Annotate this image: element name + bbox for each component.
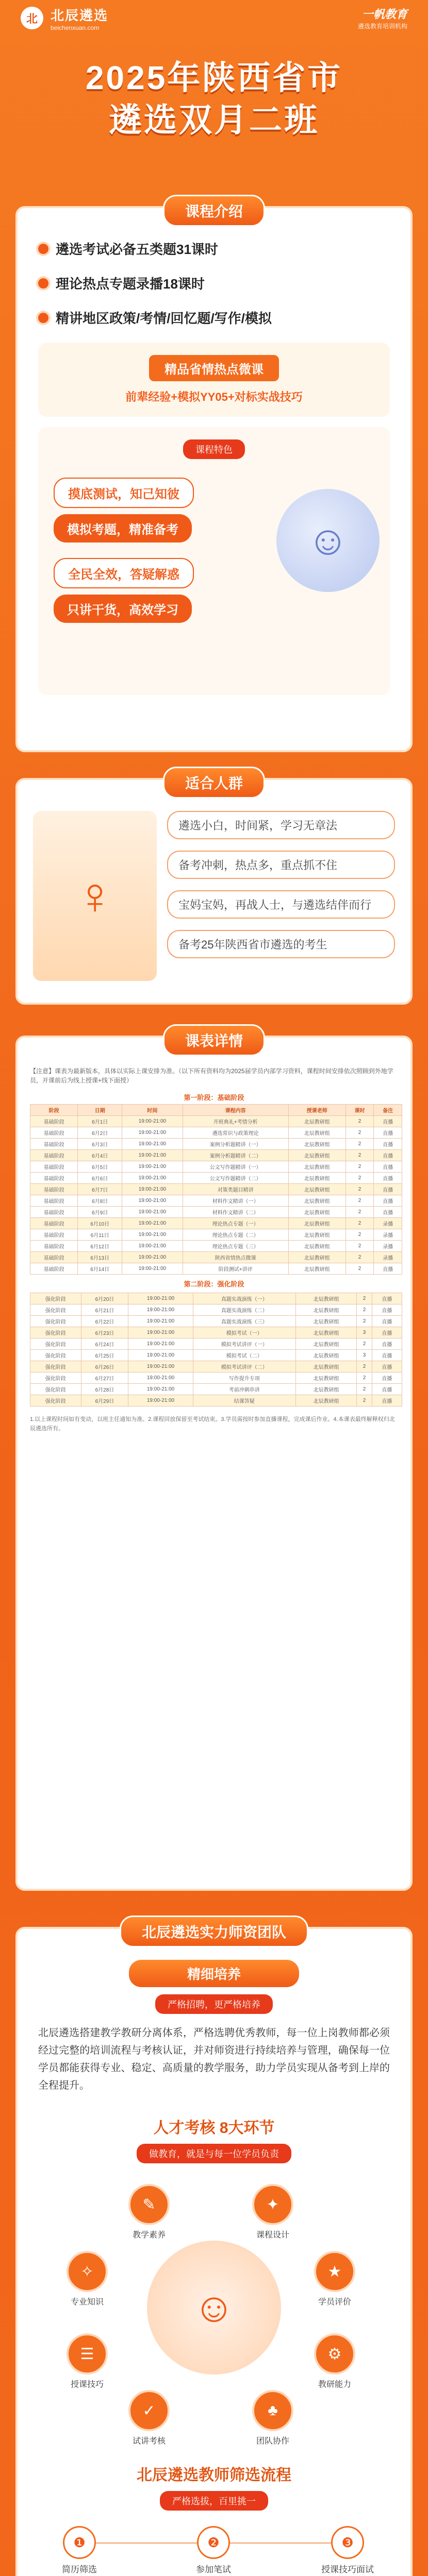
table-cell: 北辰教研组 [295,1316,357,1327]
audience-card [15,775,413,1005]
table-row [30,1139,402,1150]
table-row [30,1327,402,1338]
table-cell: 强化阶段 [30,1361,81,1372]
table-cell: 2 [357,1395,372,1406]
table-cell: 直播 [374,1207,402,1218]
hero-title [0,36,428,141]
table-cell: 2 [345,1241,374,1252]
team-icon: ♣ [252,2390,293,2431]
table-cell: 北辰教研组 [288,1139,345,1150]
table-cell: 3 [357,1327,372,1338]
table-cell: 6月22日 [81,1316,128,1327]
ring-node: ✓ 试讲考核 [121,2390,177,2446]
table-header-row [30,1105,402,1116]
table-cell: 录播 [374,1241,402,1252]
faculty-paragraph: 北辰遴选搭建教学教研分离体系，严格选聘优秀教师，每一位上岗教师都必须经过完整的培训流程与考核认证，并对师资进行持续培养与管理，确保每一位学员都能获得专业、稳定、高质量的教学服务，助力学员实现从备考到上岸的全程提升。 [38,2027,390,2091]
feature-big-label: 精品省情热点微课 [149,355,279,381]
table-cell: 直播 [374,1263,402,1275]
table-cell: 强化阶段 [30,1384,81,1395]
table-cell: 直播 [372,1338,402,1350]
table-cell: 北辰教研组 [288,1263,345,1275]
table-cell: 北辰教研组 [295,1395,357,1406]
ring-node: ♣ 团队协作 [244,2390,301,2446]
table-cell: 2 [345,1263,374,1275]
table-cell: 2 [357,1384,372,1395]
table-cell: 6月14日 [78,1263,122,1275]
table-row [30,1304,402,1316]
table-header-cell: 日期 [78,1105,122,1116]
table-cell: 写作提升专项 [193,1372,295,1384]
schedule-card [15,1033,413,1891]
faculty-subtitle: 精细培养 [129,1960,299,1987]
schedule-note: 【注意】课表为最新版本，具体以实际上课安排为准。（以下所有资料均为2025届学员内部学习资料，课程时间安排依次照顾到外地学员，开课前后为线上授课+线下面授） [30,1067,393,1084]
table-cell: 2 [357,1316,372,1327]
table-cell: 19:00-21:00 [128,1338,193,1350]
table-cell: 真题实战演练（一） [193,1293,295,1304]
audience-item: 备考25年陕西省市遴选的考生 [167,930,395,958]
schedule-table-2 [30,1293,402,1406]
table-cell: 2 [345,1161,374,1173]
assessment-ring [18,2163,410,2452]
table-cell: 强化阶段 [30,1316,81,1327]
bullet-icon [38,278,48,289]
table-row [30,1173,402,1184]
table-cell: 直播 [374,1173,402,1184]
table-cell: 6月26日 [81,1361,128,1372]
table-row [30,1150,402,1161]
knowledge-icon: ✧ [67,2251,108,2292]
table-cell: 基础阶段 [30,1263,78,1275]
table-cell: 北辰教研组 [295,1350,357,1361]
table-row [30,1293,402,1304]
table-header-cell: 课时 [345,1105,374,1116]
table-cell: 基础阶段 [30,1241,78,1252]
table-cell: 直播 [372,1293,402,1304]
table-cell: 直播 [374,1150,402,1161]
table-cell: 6月9日 [78,1207,122,1218]
table-cell: 强化阶段 [30,1327,81,1338]
schedule-body-2 [30,1293,402,1406]
table-cell: 北辰教研组 [288,1195,345,1207]
table-cell: 北辰教研组 [288,1252,345,1263]
intro-card [15,206,413,752]
table-cell: 北辰教研组 [295,1327,357,1338]
table-cell: 6月11日 [78,1229,122,1241]
table-cell: 2 [357,1338,372,1350]
intro-item: 精讲地区政策/考情/回忆题/写作/模拟 [38,308,390,327]
table-row [30,1252,402,1263]
table-cell: 2 [345,1218,374,1229]
table-cell: 北辰教研组 [295,1338,357,1350]
table-cell: 基础阶段 [30,1161,78,1173]
feature-pill: 全民全效，答疑解惑 [54,558,194,588]
table-cell: 基础阶段 [30,1127,78,1139]
intro-item: 遴选考试必备五类题31课时 [38,239,390,258]
table-cell: 6月2日 [78,1127,122,1139]
table-cell: 遴选常识与政策理论 [183,1127,288,1139]
table-row [30,1161,402,1173]
star-icon: ★ [314,2251,355,2292]
table-cell: 6月25日 [81,1350,128,1361]
audience-item: 遴选小白，时间紧，学习无章法 [167,811,395,839]
flow-title: 北辰遴选教师筛选流程 [137,2467,291,2484]
table-header-cell: 课程内容 [183,1105,288,1116]
table-cell: 6月6日 [78,1173,122,1184]
ring-node: ☰ 授课技巧 [59,2333,116,2389]
table-cell: 6月29日 [81,1395,128,1406]
table-cell: 模拟考试（二） [193,1350,295,1361]
table-cell: 基础阶段 [30,1184,78,1195]
table-cell: 北辰教研组 [288,1218,345,1229]
table-header-cell: 备注 [374,1105,402,1116]
table-cell: 6月21日 [81,1304,128,1316]
table-cell: 19:00-21:00 [128,1384,193,1395]
table-cell: 北辰教研组 [288,1184,345,1195]
table-row [30,1316,402,1327]
table-cell: 19:00-21:00 [122,1241,183,1252]
exam-icon: ❷ [197,2526,230,2559]
table-cell: 材料作文精讲（二） [183,1207,288,1218]
table-cell: 19:00-21:00 [128,1304,193,1316]
table-cell: 6月28日 [81,1384,128,1395]
table-cell: 基础阶段 [30,1150,78,1161]
table-cell: 案例分析题精讲（一） [183,1139,288,1150]
table-cell: 直播 [374,1127,402,1139]
table-cell: 录播 [374,1218,402,1229]
table-cell: 直播 [374,1116,402,1127]
table-cell: 19:00-21:00 [122,1161,183,1173]
selection-flow [28,2526,400,2576]
table-row [30,1263,402,1275]
table-cell: 北辰教研组 [288,1229,345,1241]
table-cell: 直播 [372,1395,402,1406]
mascot-icon: ☺ [276,489,380,592]
table-cell: 模拟考试（一） [193,1327,295,1338]
table-cell: 基础阶段 [30,1229,78,1241]
schedule-section-title: 课表详情 [163,1024,265,1056]
table-cell: 基础阶段 [30,1218,78,1229]
table-row [30,1338,402,1350]
teacher-illustration-icon: ♀ [33,811,157,981]
table-row [30,1127,402,1139]
table-cell: 19:00-21:00 [122,1139,183,1150]
ring-title: 人才考核 8大环节 [153,2120,275,2137]
table-cell: 北辰教研组 [295,1372,357,1384]
partner-name: 一帆教育 [361,8,407,21]
table-cell: 结课答疑 [193,1395,295,1406]
table-cell: 公文写作题精讲（二） [183,1173,288,1184]
table-cell: 2 [357,1293,372,1304]
table-cell: 2 [345,1195,374,1207]
table-cell: 北辰教研组 [288,1161,345,1173]
feature-pill: 摸底测试，知己知彼 [54,478,194,508]
table-cell: 3 [357,1350,372,1361]
faculty-tag: 严格招聘，更严格培养 [155,1994,273,2014]
ring-tag: 做教育，就是与每一位学员负责 [137,2144,291,2163]
table-cell: 直播 [372,1316,402,1327]
schedule-footnote: 1.以上课程时间如有变动，以班主任通知为准。2.课程回放保留至考试结束。3.学员需按时参加直播课程，完成课后作业。4.本课表最终解释权归北辰遴选所有。 [30,1416,395,1432]
ring-node: ⚙ 教研能力 [306,2333,363,2389]
table-cell: 19:00-21:00 [128,1327,193,1338]
flow-tag: 严格选拔，百里挑一 [160,2491,268,2511]
table-cell: 真题实战演练（二） [193,1304,295,1316]
table-cell: 19:00-21:00 [128,1316,193,1327]
table-cell: 2 [357,1372,372,1384]
table-cell: 理论热点专题（一） [183,1218,288,1229]
table-cell: 2 [345,1173,374,1184]
table-cell: 6月23日 [81,1327,128,1338]
features-panel [38,427,390,695]
research-icon: ⚙ [314,2333,355,2375]
feature-pill: 只讲干货，高效学习 [54,595,192,623]
ring-node: ✦ 课程设计 [244,2184,301,2240]
table-cell: 直播 [372,1384,402,1395]
table-cell: 2 [345,1116,374,1127]
table-cell: 直播 [374,1161,402,1173]
table-row [30,1207,402,1218]
feature-small-label: 前辈经验+模拟YY05+对标实战技巧 [125,391,303,403]
table-row [30,1184,402,1195]
bullet-icon [38,244,48,254]
table-cell: 北辰教研组 [295,1293,357,1304]
audience-section-title: 适合人群 [163,767,265,799]
table-cell: 19:00-21:00 [122,1252,183,1263]
audience-list [167,811,395,981]
table-cell: 录播 [374,1252,402,1263]
audience-item: 备考冲刺，热点多，重点抓不住 [167,851,395,879]
ring-node: ✎ 教学素养 [121,2184,177,2240]
schedule-table [30,1104,402,1275]
table-cell: 19:00-21:00 [122,1184,183,1195]
table-cell: 2 [357,1304,372,1316]
features-pills [38,459,255,641]
table-cell: 北辰教研组 [288,1207,345,1218]
table-cell: 基础阶段 [30,1139,78,1150]
table-cell: 2 [345,1139,374,1150]
table-cell: 19:00-21:00 [122,1207,183,1218]
table-row [30,1241,402,1252]
table-cell: 开班典礼+考情分析 [183,1116,288,1127]
table-cell: 6月24日 [81,1338,128,1350]
faculty-section-title: 北辰遴选实力师资团队 [120,1916,308,1947]
table-header-cell: 授课老师 [288,1105,345,1116]
check-icon: ✓ [128,2390,170,2431]
table-cell: 基础阶段 [30,1116,78,1127]
table-cell: 北辰教研组 [288,1173,345,1184]
table-cell: 理论热点专题（三） [183,1241,288,1252]
ring-node: ✧ 专业知识 [59,2251,116,2307]
feature-pill: 模拟考题，精准备考 [54,514,192,543]
table-cell: 真题实战演练（三） [193,1316,295,1327]
flow-step: ❷ 参加笔试 [177,2526,250,2576]
table-cell: 6月10日 [78,1218,122,1229]
table-cell: 6月8日 [78,1195,122,1207]
stage-1-title: 第一阶段：基础阶段 [184,1094,244,1101]
top-bar [0,0,428,36]
flow-step: ❶ 简历筛选 [43,2526,116,2576]
audience-item: 宝妈宝妈，再战人士，与遴选结伴而行 [167,890,395,919]
title-line-1: 2025年陕西省市 [85,59,343,96]
table-cell: 基础阶段 [30,1207,78,1218]
table-cell: 北辰教研组 [288,1116,345,1127]
table-cell: 2 [345,1127,374,1139]
table-row [30,1218,402,1229]
table-cell: 直播 [372,1304,402,1316]
title-line-2: 遴选双月二班 [109,101,319,139]
table-cell: 直播 [372,1350,402,1361]
table-cell: 基础阶段 [30,1195,78,1207]
book-icon: ✎ [128,2184,170,2225]
flow-step: ❸ 授课技巧面试 [311,2526,384,2575]
table-cell: 强化阶段 [30,1304,81,1316]
partner-logo [358,6,407,30]
table-cell: 直播 [372,1327,402,1338]
table-cell: 19:00-21:00 [122,1229,183,1241]
table-cell: 19:00-21:00 [122,1173,183,1184]
table-cell: 强化阶段 [30,1372,81,1384]
bullet-icon [38,313,48,323]
table-cell: 19:00-21:00 [128,1372,193,1384]
table-cell: 2 [357,1361,372,1372]
table-cell: 6月7日 [78,1184,122,1195]
faculty-card [15,1924,413,2576]
table-cell: 2 [345,1184,374,1195]
table-cell: 对策类题目精讲 [183,1184,288,1195]
table-cell: 案例分析题精讲（二） [183,1150,288,1161]
schedule-body-1 [30,1116,402,1275]
table-cell: 19:00-21:00 [122,1195,183,1207]
table-cell: 基础阶段 [30,1252,78,1263]
table-cell: 强化阶段 [30,1293,81,1304]
table-cell: 19:00-21:00 [128,1293,193,1304]
table-cell: 阶段测试+讲评 [183,1263,288,1275]
table-cell: 2 [345,1252,374,1263]
table-cell: 19:00-21:00 [128,1350,193,1361]
resume-icon: ❶ [63,2526,96,2559]
table-cell: 6月12日 [78,1241,122,1252]
table-cell: 公文写作题精讲（一） [183,1161,288,1173]
intro-section-title: 课程介绍 [163,195,265,227]
table-cell: 模拟考试讲评（二） [193,1361,295,1372]
partner-sub: 遴选教育培训机构 [357,23,407,30]
features-section-title: 课程特色 [183,439,245,459]
interview-icon: ❸ [331,2526,364,2559]
mascot-icon: ☺ [147,2241,281,2375]
brand-name: 北辰遴选 [51,7,109,23]
table-cell: 19:00-21:00 [128,1395,193,1406]
table-cell: 6月3日 [78,1139,122,1150]
table-cell: 强化阶段 [30,1395,81,1406]
table-cell: 6月20日 [81,1293,128,1304]
table-header-cell: 时间 [122,1105,183,1116]
ring-node: ★ 学员评价 [306,2251,363,2307]
design-icon: ✦ [252,2184,293,2225]
table-cell: 直播 [372,1361,402,1372]
table-row [30,1350,402,1361]
teaching-icon: ☰ [67,2333,108,2375]
table-row [30,1395,402,1406]
table-cell: 19:00-21:00 [122,1150,183,1161]
table-cell: 直播 [372,1372,402,1384]
table-row [30,1384,402,1395]
brand-sub: beichenxuan.com [51,24,100,31]
table-cell: 6月4日 [78,1150,122,1161]
table-cell: 北辰教研组 [295,1361,357,1372]
table-header-cell: 阶段 [30,1105,78,1116]
table-cell: 北辰教研组 [288,1150,345,1161]
table-row [30,1361,402,1372]
table-cell: 材料作文精讲（一） [183,1195,288,1207]
table-cell: 北辰教研组 [295,1384,357,1395]
table-cell: 19:00-21:00 [122,1263,183,1275]
intro-item: 理论热点专题录播18课时 [38,274,390,293]
table-cell: 6月1日 [78,1116,122,1127]
table-cell: 考前冲刺串讲 [193,1384,295,1395]
table-cell: 19:00-21:00 [128,1361,193,1372]
table-cell: 录播 [374,1229,402,1241]
table-cell: 陕西省情热点微课 [183,1252,288,1263]
table-cell: 2 [345,1207,374,1218]
table-cell: 直播 [374,1139,402,1150]
stage-2-title: 第二阶段：强化阶段 [184,1280,244,1288]
table-row [30,1229,402,1241]
logo-icon: 北 [21,7,43,29]
feature-box [38,343,390,417]
table-cell: 模拟考试讲评（一） [193,1338,295,1350]
table-cell: 北辰教研组 [295,1304,357,1316]
table-cell: 直播 [374,1184,402,1195]
table-cell: 北辰教研组 [288,1241,345,1252]
table-cell: 19:00-21:00 [122,1218,183,1229]
table-row [30,1195,402,1207]
table-cell: 6月5日 [78,1161,122,1173]
table-cell: 直播 [374,1195,402,1207]
table-cell: 基础阶段 [30,1173,78,1184]
table-cell: 6月27日 [81,1372,128,1384]
table-cell: 北辰教研组 [288,1127,345,1139]
table-cell: 2 [345,1229,374,1241]
table-cell: 强化阶段 [30,1350,81,1361]
table-cell: 6月13日 [78,1252,122,1263]
table-cell: 19:00-21:00 [122,1116,183,1127]
table-cell: 强化阶段 [30,1338,81,1350]
table-cell: 理论热点专题（二） [183,1229,288,1241]
table-row [30,1116,402,1127]
table-cell: 19:00-21:00 [122,1127,183,1139]
table-cell: 2 [345,1150,374,1161]
table-row [30,1372,402,1384]
